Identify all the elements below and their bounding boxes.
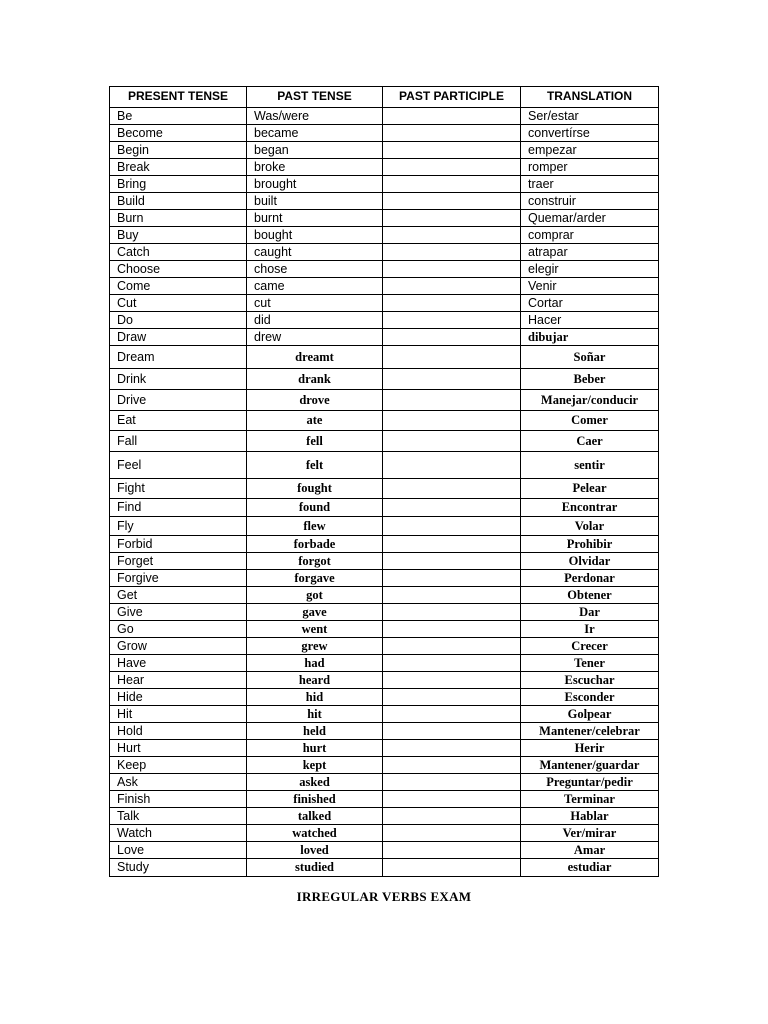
- past-participle-cell: [383, 312, 521, 329]
- header-translation: TRANSLATION: [521, 87, 659, 108]
- translation-cell: Volar: [521, 517, 659, 536]
- translation-cell: sentir: [521, 452, 659, 479]
- past-tense-cell: kept: [247, 757, 383, 774]
- past-participle-cell: [383, 587, 521, 604]
- past-participle-cell: [383, 278, 521, 295]
- table-row: [110, 346, 659, 369]
- translation-cell: convertírse: [521, 125, 659, 142]
- present-tense-cell: Cut: [110, 295, 247, 312]
- translation-cell: Ver/mirar: [521, 825, 659, 842]
- past-participle-cell: [383, 672, 521, 689]
- table-row: [110, 689, 659, 706]
- table-row: [110, 499, 659, 517]
- present-tense-cell: Keep: [110, 757, 247, 774]
- translation-cell: Cortar: [521, 295, 659, 312]
- past-participle-cell: [383, 159, 521, 176]
- table-row: [110, 587, 659, 604]
- translation-cell: construir: [521, 193, 659, 210]
- past-tense-cell: forbade: [247, 536, 383, 553]
- present-tense-cell: Hear: [110, 672, 247, 689]
- past-tense-cell: went: [247, 621, 383, 638]
- irregular-verbs-table: [109, 86, 659, 877]
- translation-cell: atrapar: [521, 244, 659, 261]
- present-tense-cell: Hurt: [110, 740, 247, 757]
- translation-cell: Comer: [521, 411, 659, 431]
- table-row: [110, 261, 659, 278]
- present-tense-cell: Fight: [110, 479, 247, 499]
- table-row: [110, 825, 659, 842]
- past-tense-cell: flew: [247, 517, 383, 536]
- present-tense-cell: Bring: [110, 176, 247, 193]
- past-tense-cell: hid: [247, 689, 383, 706]
- past-participle-cell: [383, 210, 521, 227]
- table-row: [110, 723, 659, 740]
- present-tense-cell: Ask: [110, 774, 247, 791]
- present-tense-cell: Break: [110, 159, 247, 176]
- table-row: [110, 125, 659, 142]
- translation-cell: Obtener: [521, 587, 659, 604]
- past-tense-cell: fought: [247, 479, 383, 499]
- past-tense-cell: began: [247, 142, 383, 159]
- past-tense-cell: drew: [247, 329, 383, 346]
- past-participle-cell: [383, 517, 521, 536]
- past-participle-cell: [383, 295, 521, 312]
- table-row: [110, 411, 659, 431]
- table-row: [110, 604, 659, 621]
- past-tense-cell: got: [247, 587, 383, 604]
- past-participle-cell: [383, 723, 521, 740]
- past-participle-cell: [383, 499, 521, 517]
- past-participle-cell: [383, 553, 521, 570]
- translation-cell: Dar: [521, 604, 659, 621]
- past-participle-cell: [383, 346, 521, 369]
- past-tense-cell: drove: [247, 390, 383, 411]
- past-tense-cell: found: [247, 499, 383, 517]
- past-participle-cell: [383, 176, 521, 193]
- table-row: [110, 142, 659, 159]
- past-participle-cell: [383, 791, 521, 808]
- present-tense-cell: Watch: [110, 825, 247, 842]
- present-tense-cell: Get: [110, 587, 247, 604]
- present-tense-cell: Go: [110, 621, 247, 638]
- past-tense-cell: built: [247, 193, 383, 210]
- past-participle-cell: [383, 452, 521, 479]
- past-tense-cell: talked: [247, 808, 383, 825]
- translation-cell: Esconder: [521, 689, 659, 706]
- present-tense-cell: Draw: [110, 329, 247, 346]
- present-tense-cell: Drink: [110, 369, 247, 390]
- present-tense-cell: Study: [110, 859, 247, 877]
- table-row: [110, 791, 659, 808]
- past-tense-cell: hurt: [247, 740, 383, 757]
- table-row: [110, 452, 659, 479]
- past-participle-cell: [383, 193, 521, 210]
- translation-cell: Soñar: [521, 346, 659, 369]
- translation-cell: Crecer: [521, 638, 659, 655]
- present-tense-cell: Begin: [110, 142, 247, 159]
- translation-cell: Mantener/celebrar: [521, 723, 659, 740]
- past-tense-cell: watched: [247, 825, 383, 842]
- past-participle-cell: [383, 108, 521, 125]
- translation-cell: Golpear: [521, 706, 659, 723]
- past-participle-cell: [383, 825, 521, 842]
- present-tense-cell: Feel: [110, 452, 247, 479]
- table-row: [110, 244, 659, 261]
- past-tense-cell: brought: [247, 176, 383, 193]
- table-row: [110, 859, 659, 877]
- translation-cell: Terminar: [521, 791, 659, 808]
- translation-cell: Herir: [521, 740, 659, 757]
- present-tense-cell: Forbid: [110, 536, 247, 553]
- present-tense-cell: Drive: [110, 390, 247, 411]
- present-tense-cell: Find: [110, 499, 247, 517]
- translation-cell: Hablar: [521, 808, 659, 825]
- past-tense-cell: felt: [247, 452, 383, 479]
- table-row: [110, 655, 659, 672]
- past-tense-cell: broke: [247, 159, 383, 176]
- present-tense-cell: Be: [110, 108, 247, 125]
- translation-cell: romper: [521, 159, 659, 176]
- translation-cell: Ser/estar: [521, 108, 659, 125]
- present-tense-cell: Have: [110, 655, 247, 672]
- table-row: [110, 176, 659, 193]
- table-row: [110, 312, 659, 329]
- translation-cell: Hacer: [521, 312, 659, 329]
- translation-cell: Encontrar: [521, 499, 659, 517]
- past-tense-cell: fell: [247, 431, 383, 452]
- translation-cell: Preguntar/pedir: [521, 774, 659, 791]
- past-participle-cell: [383, 244, 521, 261]
- present-tense-cell: Grow: [110, 638, 247, 655]
- translation-cell: Manejar/conducir: [521, 390, 659, 411]
- past-tense-cell: bought: [247, 227, 383, 244]
- past-participle-cell: [383, 808, 521, 825]
- table-row: [110, 193, 659, 210]
- past-participle-cell: [383, 431, 521, 452]
- table-row: [110, 808, 659, 825]
- past-tense-cell: drank: [247, 369, 383, 390]
- translation-cell: elegir: [521, 261, 659, 278]
- table-row: [110, 842, 659, 859]
- past-participle-cell: [383, 142, 521, 159]
- past-tense-cell: finished: [247, 791, 383, 808]
- table-row: [110, 672, 659, 689]
- present-tense-cell: Hide: [110, 689, 247, 706]
- past-tense-cell: forgot: [247, 553, 383, 570]
- past-tense-cell: held: [247, 723, 383, 740]
- past-participle-cell: [383, 604, 521, 621]
- present-tense-cell: Finish: [110, 791, 247, 808]
- table-row: [110, 278, 659, 295]
- translation-cell: Ir: [521, 621, 659, 638]
- translation-cell: Amar: [521, 842, 659, 859]
- present-tense-cell: Hold: [110, 723, 247, 740]
- past-participle-cell: [383, 125, 521, 142]
- past-participle-cell: [383, 638, 521, 655]
- table-row: [110, 638, 659, 655]
- present-tense-cell: Talk: [110, 808, 247, 825]
- present-tense-cell: Love: [110, 842, 247, 859]
- table-row: [110, 329, 659, 346]
- header-past-participle: PAST PARTICIPLE: [383, 87, 521, 108]
- translation-cell: Tener: [521, 655, 659, 672]
- past-tense-cell: forgave: [247, 570, 383, 587]
- past-participle-cell: [383, 369, 521, 390]
- header-present-tense: PRESENT TENSE: [110, 87, 247, 108]
- past-tense-cell: loved: [247, 842, 383, 859]
- present-tense-cell: Buy: [110, 227, 247, 244]
- table-row: [110, 706, 659, 723]
- translation-cell: dibujar: [521, 329, 659, 346]
- present-tense-cell: Forgive: [110, 570, 247, 587]
- past-participle-cell: [383, 706, 521, 723]
- present-tense-cell: Dream: [110, 346, 247, 369]
- table-row: [110, 536, 659, 553]
- past-tense-cell: gave: [247, 604, 383, 621]
- translation-cell: Beber: [521, 369, 659, 390]
- present-tense-cell: Come: [110, 278, 247, 295]
- past-tense-cell: caught: [247, 244, 383, 261]
- translation-cell: estudiar: [521, 859, 659, 877]
- present-tense-cell: Become: [110, 125, 247, 142]
- table-header-row: [110, 87, 659, 108]
- table-row: [110, 210, 659, 227]
- present-tense-cell: Hit: [110, 706, 247, 723]
- translation-cell: Caer: [521, 431, 659, 452]
- present-tense-cell: Burn: [110, 210, 247, 227]
- past-participle-cell: [383, 536, 521, 553]
- table-row: [110, 570, 659, 587]
- table-row: [110, 159, 659, 176]
- past-participle-cell: [383, 411, 521, 431]
- translation-cell: Mantener/guardar: [521, 757, 659, 774]
- table-row: [110, 390, 659, 411]
- past-participle-cell: [383, 740, 521, 757]
- past-tense-cell: asked: [247, 774, 383, 791]
- past-participle-cell: [383, 329, 521, 346]
- table-row: [110, 553, 659, 570]
- past-tense-cell: chose: [247, 261, 383, 278]
- past-tense-cell: burnt: [247, 210, 383, 227]
- past-participle-cell: [383, 842, 521, 859]
- past-participle-cell: [383, 621, 521, 638]
- table-row: [110, 479, 659, 499]
- past-participle-cell: [383, 859, 521, 877]
- table-row: [110, 295, 659, 312]
- translation-cell: Quemar/arder: [521, 210, 659, 227]
- past-tense-cell: Was/were: [247, 108, 383, 125]
- present-tense-cell: Build: [110, 193, 247, 210]
- past-participle-cell: [383, 655, 521, 672]
- past-tense-cell: ate: [247, 411, 383, 431]
- past-tense-cell: did: [247, 312, 383, 329]
- past-participle-cell: [383, 774, 521, 791]
- past-participle-cell: [383, 227, 521, 244]
- past-tense-cell: cut: [247, 295, 383, 312]
- present-tense-cell: Give: [110, 604, 247, 621]
- table-row: [110, 774, 659, 791]
- header-past-tense: PAST TENSE: [247, 87, 383, 108]
- past-tense-cell: heard: [247, 672, 383, 689]
- translation-cell: Olvidar: [521, 553, 659, 570]
- past-tense-cell: came: [247, 278, 383, 295]
- present-tense-cell: Catch: [110, 244, 247, 261]
- translation-cell: traer: [521, 176, 659, 193]
- past-participle-cell: [383, 757, 521, 774]
- past-participle-cell: [383, 689, 521, 706]
- past-tense-cell: dreamt: [247, 346, 383, 369]
- past-participle-cell: [383, 479, 521, 499]
- present-tense-cell: Fall: [110, 431, 247, 452]
- present-tense-cell: Do: [110, 312, 247, 329]
- past-tense-cell: studied: [247, 859, 383, 877]
- past-tense-cell: became: [247, 125, 383, 142]
- translation-cell: Escuchar: [521, 672, 659, 689]
- past-participle-cell: [383, 570, 521, 587]
- translation-cell: Perdonar: [521, 570, 659, 587]
- present-tense-cell: Fly: [110, 517, 247, 536]
- present-tense-cell: Forget: [110, 553, 247, 570]
- past-tense-cell: hit: [247, 706, 383, 723]
- table-row: [110, 757, 659, 774]
- table-row: [110, 517, 659, 536]
- table-row: [110, 108, 659, 125]
- present-tense-cell: Choose: [110, 261, 247, 278]
- translation-cell: comprar: [521, 227, 659, 244]
- translation-cell: Prohibir: [521, 536, 659, 553]
- past-participle-cell: [383, 390, 521, 411]
- table-row: [110, 227, 659, 244]
- table-row: [110, 740, 659, 757]
- translation-cell: Venir: [521, 278, 659, 295]
- table-row: [110, 621, 659, 638]
- table-body: [110, 108, 659, 877]
- table-row: [110, 431, 659, 452]
- exam-title: IRREGULAR VERBS EXAM: [296, 889, 472, 904]
- past-tense-cell: had: [247, 655, 383, 672]
- past-tense-cell: grew: [247, 638, 383, 655]
- past-participle-cell: [383, 261, 521, 278]
- translation-cell: Pelear: [521, 479, 659, 499]
- translation-cell: empezar: [521, 142, 659, 159]
- table-row: [110, 369, 659, 390]
- present-tense-cell: Eat: [110, 411, 247, 431]
